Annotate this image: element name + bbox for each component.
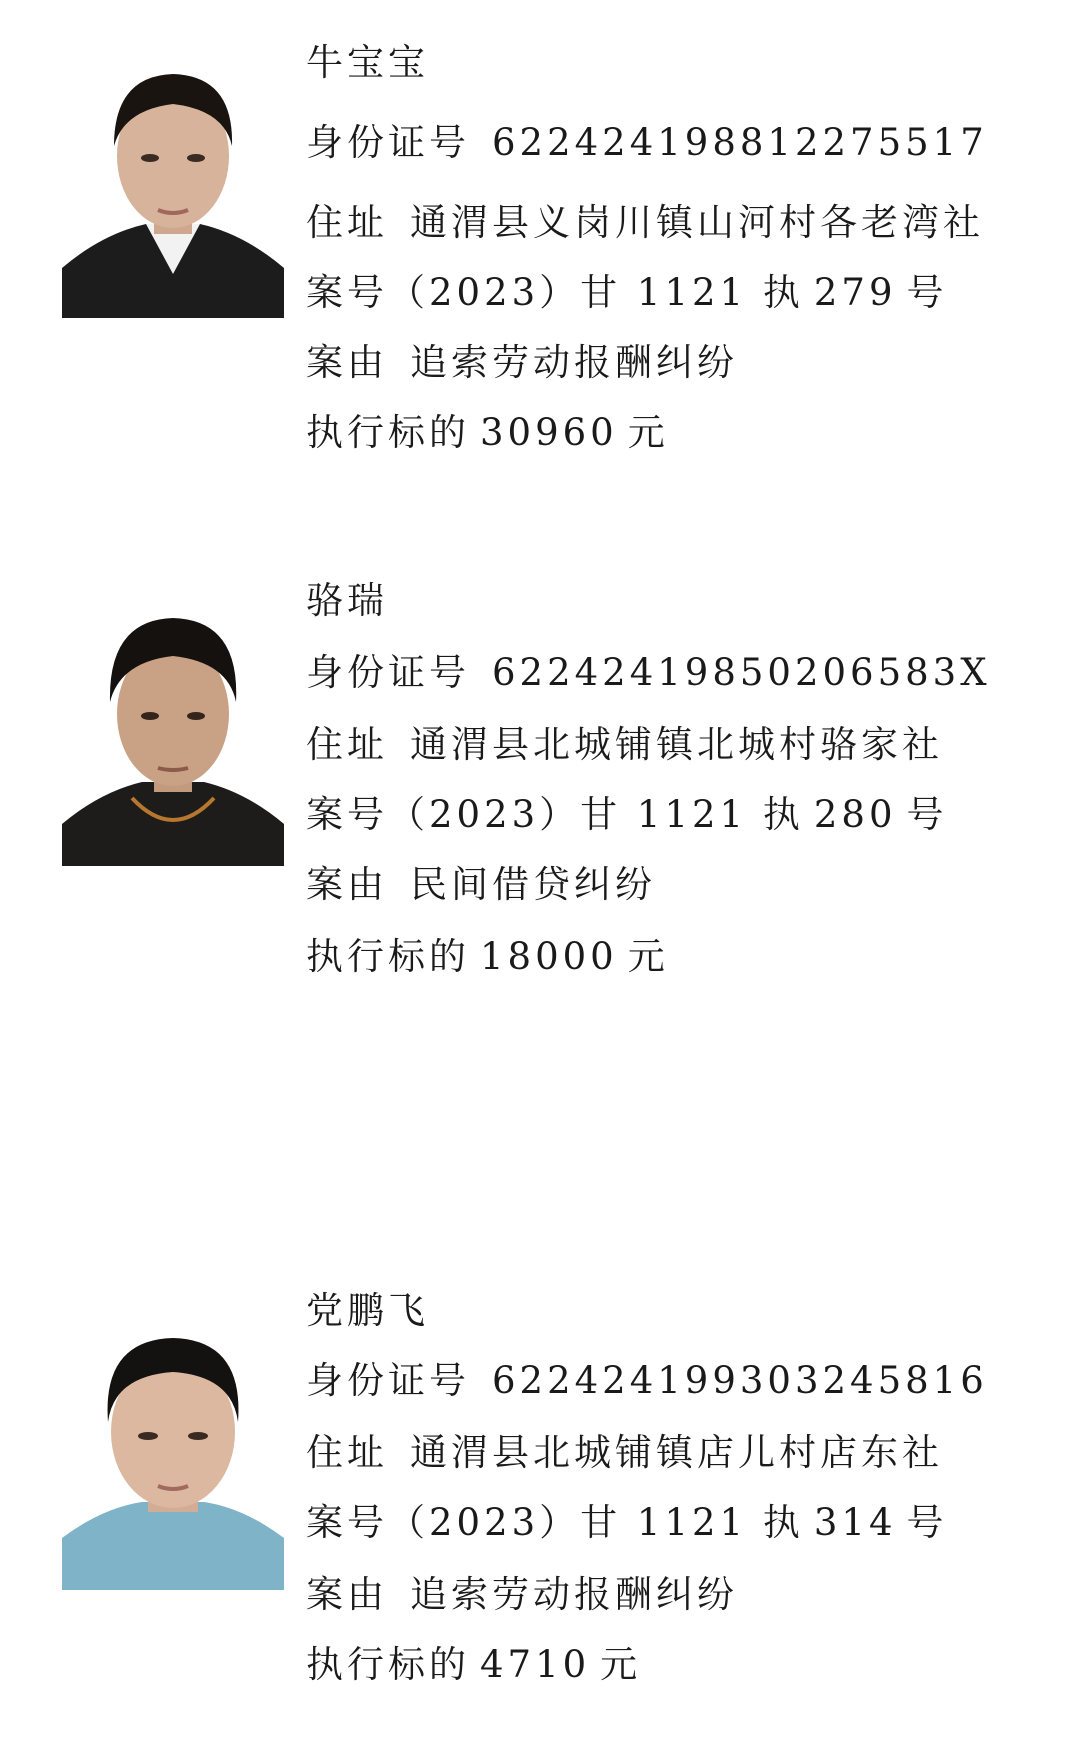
- portrait-photo-icon: [62, 602, 284, 866]
- case-court: 甘 1121 执: [580, 793, 804, 836]
- case-reason-row: [306, 862, 656, 908]
- id-label: 身份证号: [306, 121, 470, 164]
- case-year: （2023）: [388, 793, 581, 836]
- person-name: 牛宝宝: [306, 41, 429, 84]
- id-label: 身份证号: [306, 1359, 470, 1402]
- case-number-row: [306, 1500, 947, 1546]
- amount-unit: 元: [627, 935, 669, 978]
- amount-label: 执行标的: [306, 935, 470, 978]
- address-row: [306, 200, 984, 246]
- case-court: 甘 1121 执: [580, 1501, 804, 1544]
- address-value: 通渭县义岗川镇山河村各老湾社: [410, 201, 984, 244]
- case-label: 案号: [306, 1501, 388, 1544]
- case-year: （2023）: [388, 1501, 581, 1544]
- case-number: 279: [813, 271, 897, 314]
- portrait-photo: [62, 54, 284, 318]
- portrait-photo: [62, 602, 284, 866]
- amount-row: [306, 1642, 641, 1688]
- id-label: 身份证号: [306, 651, 470, 694]
- id-number: 62242419850206583X: [492, 651, 991, 694]
- case-label: 案号: [306, 793, 388, 836]
- portrait-photo-icon: [62, 54, 284, 318]
- reason-label: 案由: [306, 341, 388, 384]
- id-number-row: [306, 650, 991, 696]
- case-suffix: 号: [906, 1501, 948, 1544]
- id-number: 622424199303245816: [492, 1359, 988, 1402]
- address-value: 通渭县北城铺镇北城村骆家社: [410, 723, 943, 766]
- case-label: 案号: [306, 271, 388, 314]
- reason-label: 案由: [306, 863, 388, 906]
- id-number-row: [306, 120, 988, 166]
- address-value: 通渭县北城铺镇店儿村店东社: [410, 1431, 943, 1474]
- case-number: 314: [813, 1501, 897, 1544]
- case-reason-row: [306, 340, 738, 386]
- amount-label: 执行标的: [306, 411, 470, 454]
- address-label: 住址: [306, 723, 388, 766]
- reason-value: 追索劳动报酬纠纷: [410, 1573, 738, 1616]
- case-year: （2023）: [388, 271, 581, 314]
- amount-row: [306, 934, 669, 980]
- case-reason-row: [306, 1572, 738, 1618]
- address-row: [306, 722, 943, 768]
- address-row: [306, 1430, 943, 1476]
- amount-unit: 元: [600, 1643, 642, 1686]
- case-suffix: 号: [906, 793, 948, 836]
- case-number-row: [306, 792, 947, 838]
- amount-value: 18000: [480, 935, 618, 978]
- reason-value: 追索劳动报酬纠纷: [410, 341, 738, 384]
- address-label: 住址: [306, 201, 388, 244]
- amount-value: 30960: [480, 411, 618, 454]
- amount-value: 4710: [480, 1643, 591, 1686]
- case-court: 甘 1121 执: [580, 271, 804, 314]
- person-name: 骆瑞: [306, 579, 388, 622]
- reason-label: 案由: [306, 1573, 388, 1616]
- address-label: 住址: [306, 1431, 388, 1474]
- id-number: 622424198812275517: [492, 121, 988, 164]
- id-number-row: [306, 1358, 988, 1404]
- person-name: 党鹏飞: [306, 1289, 429, 1332]
- amount-unit: 元: [627, 411, 669, 454]
- case-number-row: [306, 270, 947, 316]
- portrait-photo-icon: [62, 1326, 284, 1590]
- case-suffix: 号: [906, 271, 948, 314]
- reason-value: 民间借贷纠纷: [410, 863, 656, 906]
- case-number: 280: [813, 793, 897, 836]
- amount-label: 执行标的: [306, 1643, 470, 1686]
- portrait-photo: [62, 1326, 284, 1590]
- amount-row: [306, 410, 669, 456]
